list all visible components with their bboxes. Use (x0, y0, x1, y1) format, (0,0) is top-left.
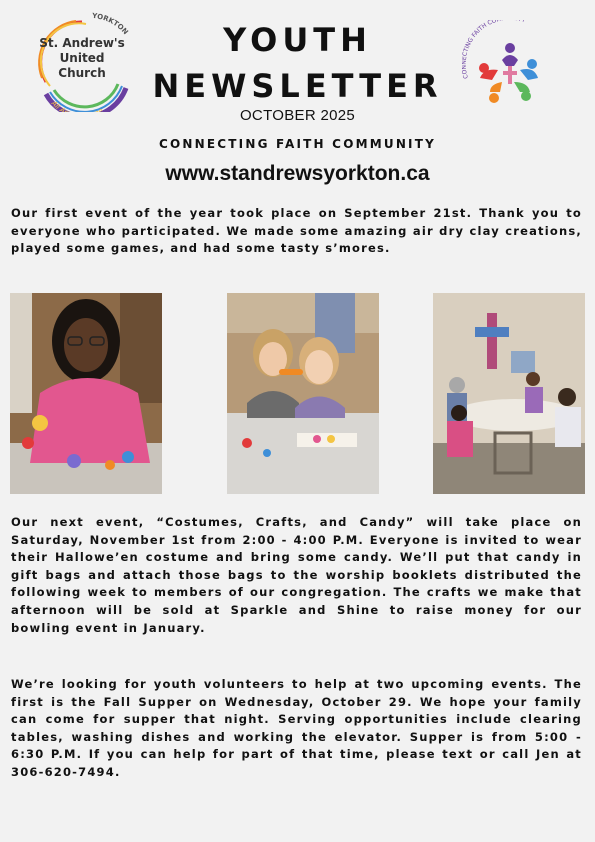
logo-name-line1: St. Andrew's (39, 36, 125, 50)
svg-text:YORKTON (91, 12, 130, 36)
photo-kids-with-crafts (227, 293, 379, 494)
newsletter-date: OCTOBER 2025 (239, 107, 356, 124)
photo-group-at-table (433, 293, 585, 494)
logo-town-text: YORKTON (91, 12, 130, 37)
logo-name-line3: Church (58, 66, 106, 80)
event-recap-paragraph: Our first event of the year took place on September 21st. Thank you to everyone who participated. We made some amazing air dry clay creations, played some games, and had some tasty s’mores. (11, 206, 582, 256)
community-logo (462, 20, 558, 112)
website-link[interactable]: www.standrewsyorkton.ca (165, 162, 430, 185)
church-logo (26, 12, 138, 112)
upcoming-event-paragraph: Our next event, “Costumes, Crafts, and Candy” will take place on Saturday, November 1st from 2:00 - 4:00 P.M. Everyone is invited to wear their Hallowe’en costume and bring some candy. We’ll put that candy in gift bags and attach those bags to the worship booklets distributed the following week to members of our congregation. The crafts we make that afternoon will be sold at Sparkle and Shine to raise money for our bowling event in January. (11, 515, 582, 635)
community-logo-arc-text: C CTING FAITH CO Y (462, 20, 527, 80)
volunteer-request-paragraph: We’re looking for youth volunteers to help at two upcoming events. The first is the Fall Supper on Wednesday, October 29. We hope your family can come for supper that night. Serving opportunities include clearing tables, washing dishes and working the elevator. Supper is from 5:00 - 6:30 P.M. If you can help for part of that time, please text or call Jen at 306-620-7494. (11, 677, 582, 779)
photo-girl-with-clay (10, 293, 162, 494)
logo-motto-text: All A e (49, 99, 105, 112)
newsletter-title-line1: YOUTH (223, 21, 372, 59)
newsletter-title-line2: NEWSLETTER (152, 67, 443, 105)
logo-name-line2: United (59, 51, 105, 65)
newsletter-subtitle: CONNECTING FAITH COMMUNITY (158, 137, 436, 151)
